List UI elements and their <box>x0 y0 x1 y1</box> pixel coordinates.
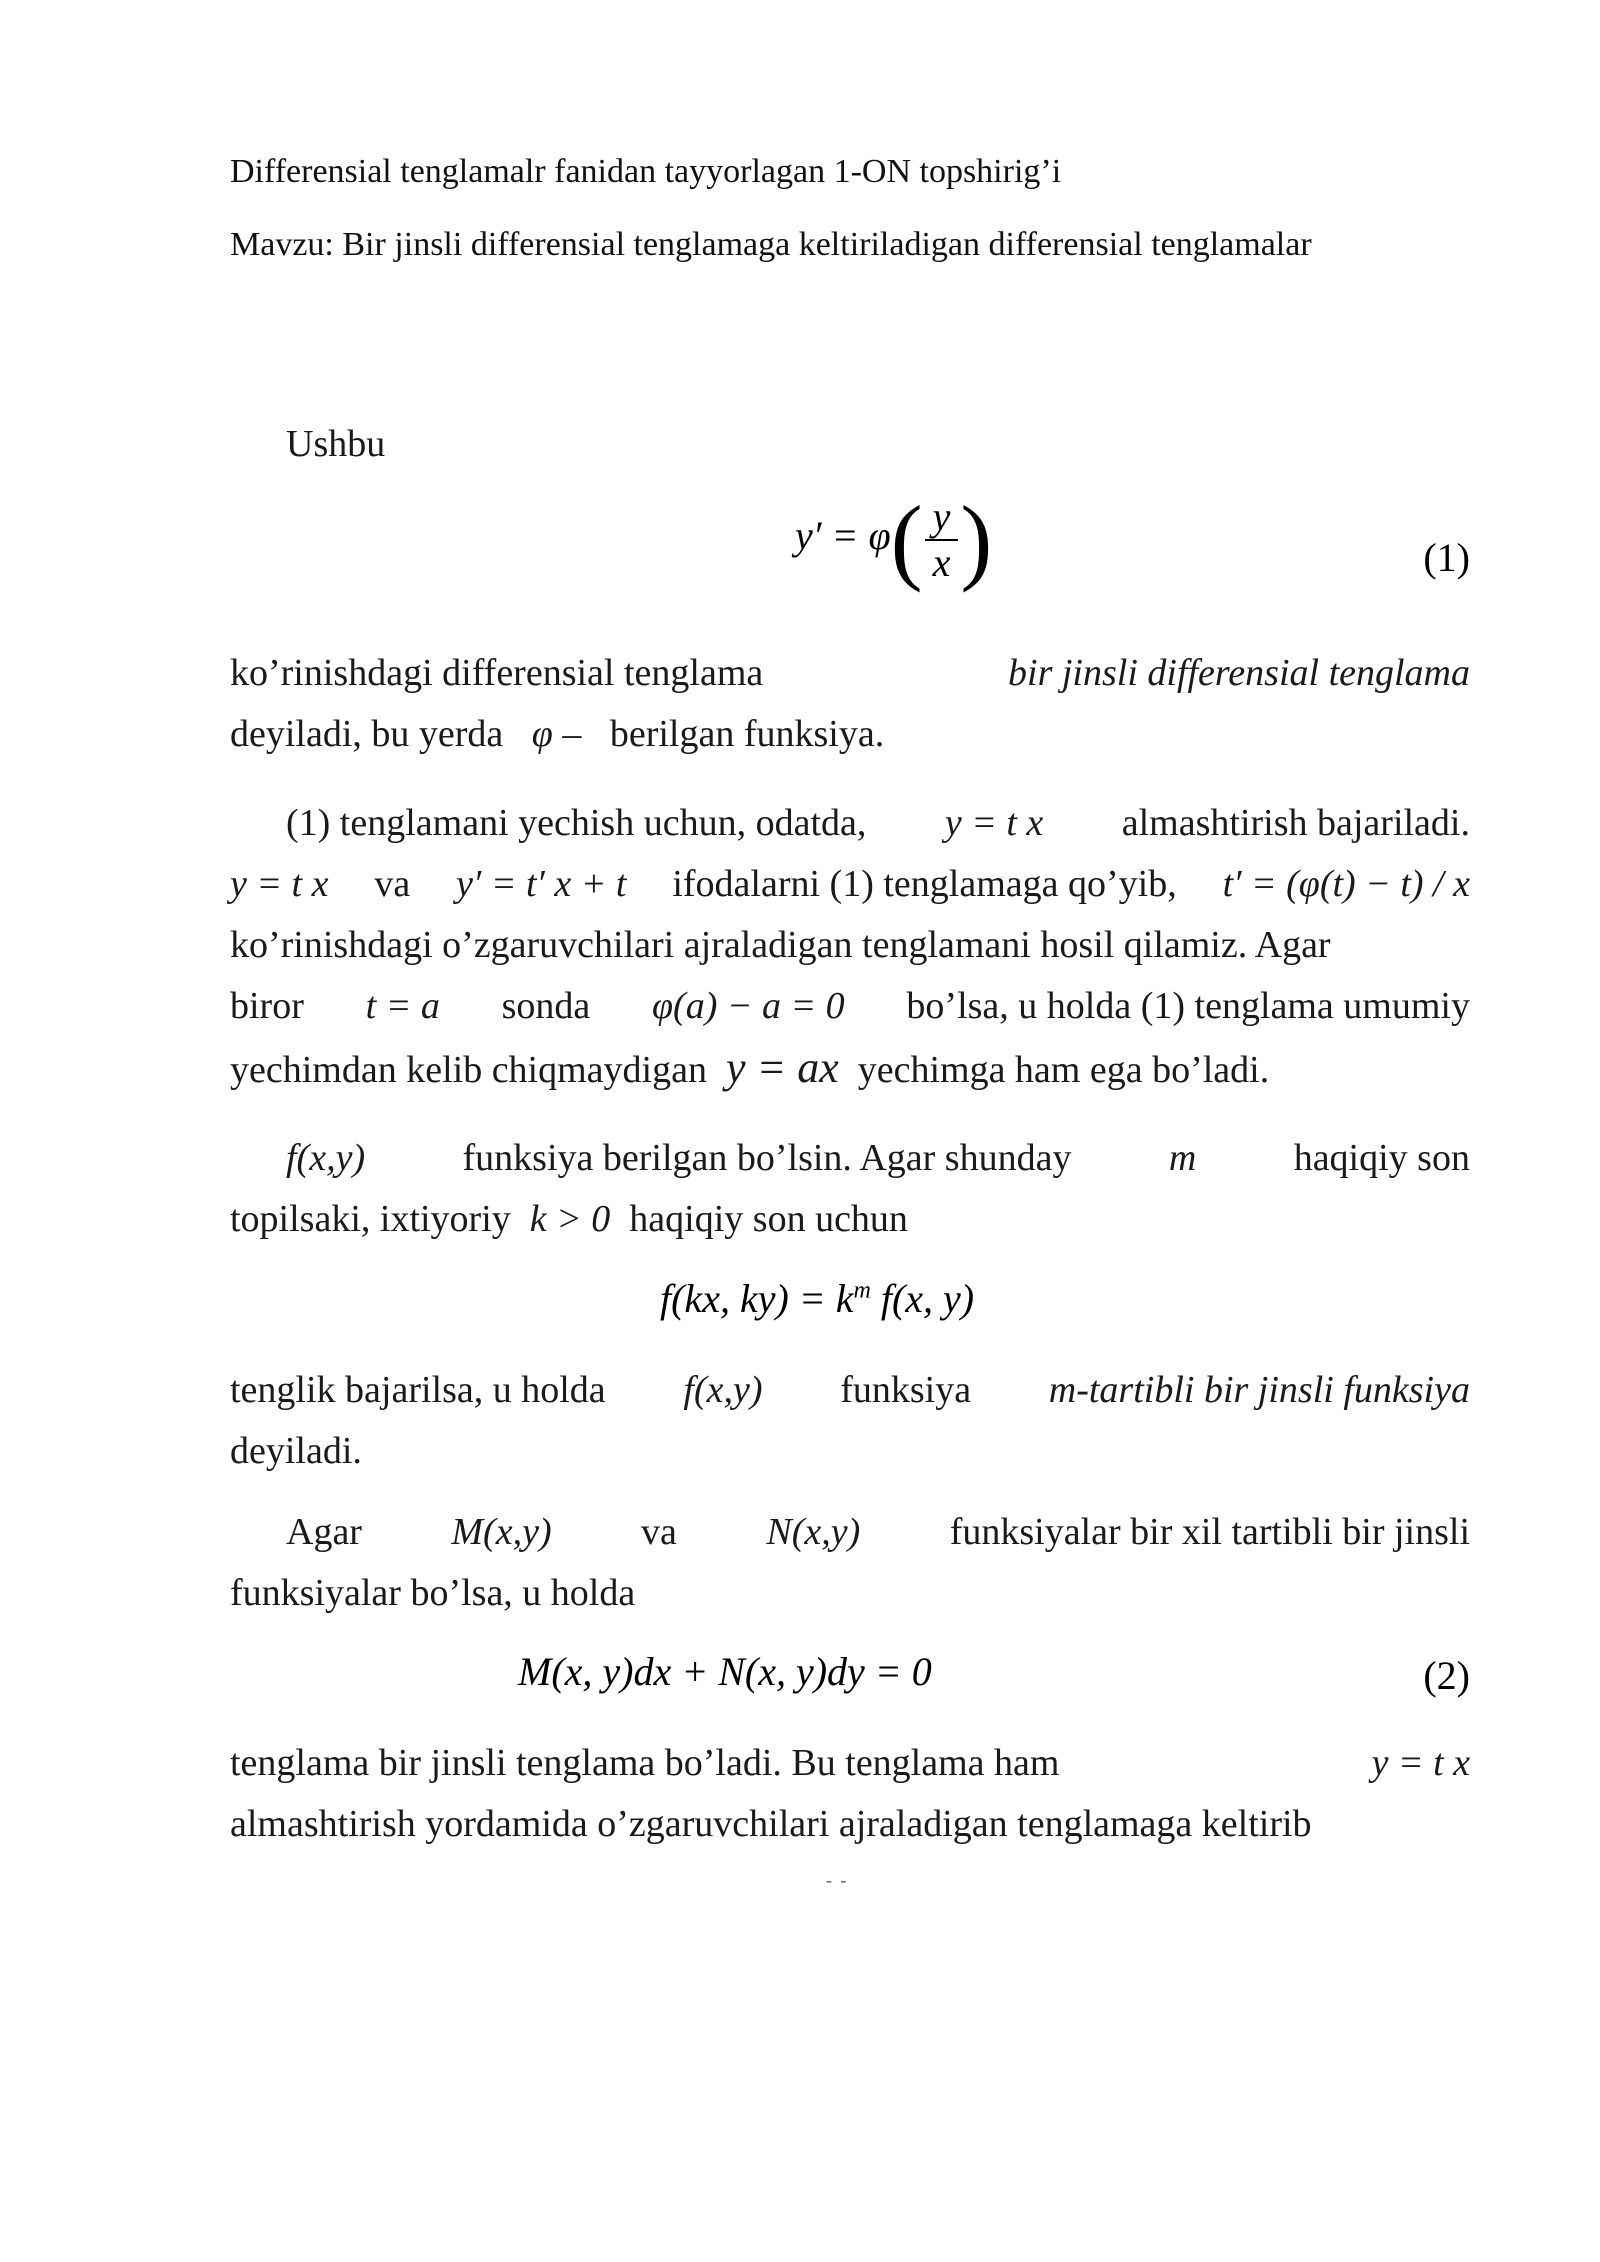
paragraph-definition <box>230 643 1470 765</box>
equation-1-lhs: y′ = φ <box>795 513 891 559</box>
equation-1-label: (1) <box>1423 535 1470 580</box>
paragraph-line <box>230 1360 1470 1421</box>
math-k-positive: k > 0 <box>529 1198 611 1240</box>
fraction-y-over-x <box>925 495 959 585</box>
paragraph-line <box>230 1037 1470 1101</box>
text-run: Agar <box>286 1511 362 1553</box>
paragraph-line <box>230 1733 1470 1794</box>
text-run: tenglik bajarilsa, u holda <box>230 1369 606 1411</box>
math-M-xy: M(x,y) <box>451 1511 552 1553</box>
text-run: funksiyalar bo’lsa, u holda <box>230 1572 636 1614</box>
text-run: berilgan funksiya. <box>609 713 885 755</box>
math-f-xy: f(x,y) <box>286 1137 366 1179</box>
paragraph-line <box>230 1189 1470 1250</box>
text-run: sonda <box>501 985 591 1027</box>
fraction-numerator: y <box>925 495 959 541</box>
math-phi-a: φ(a) − a = 0 <box>652 985 845 1027</box>
assignment-title: Differensial tenglamalr fanidan tayyorlagan 1-ON topshirig’i <box>230 153 1062 190</box>
math-N-xy: N(x,y) <box>766 1511 861 1553</box>
text-run: tenglama bir jinsli tenglama bo’ladi. Bu tenglama ham <box>230 1742 1060 1784</box>
paragraph-condition <box>230 1502 1470 1624</box>
defined-term: m-tartibli bir jinsli funksiya <box>1048 1369 1470 1411</box>
paragraph-line <box>230 643 1470 704</box>
text-run: yechimdan kelib chiqmaydigan <box>230 1049 707 1091</box>
text-run: funksiya <box>840 1369 972 1411</box>
text-run: topilsaki, ixtiyoriy <box>230 1198 511 1240</box>
math-m: m <box>1168 1137 1197 1179</box>
paragraph-line <box>230 1421 1470 1482</box>
text-run: almashtirish bajariladi. <box>1121 802 1470 844</box>
text-run: haqiqiy son uchun <box>629 1198 908 1240</box>
text-run: va <box>374 863 411 905</box>
math-y-tx: y = t x <box>944 802 1044 844</box>
topic-line: Mavzu: Bir jinsli differensial tenglamaga keltiriladigan differensial tenglamalar <box>230 226 1312 263</box>
paragraph-line <box>230 793 1470 854</box>
math-derivative: y′ = t′ x + t <box>456 863 627 905</box>
intro-word: Ushbu <box>286 423 386 465</box>
math-y-ax: y = ax <box>725 1043 839 1092</box>
text-run: ifodalarni (1) tenglamaga qo’yib, <box>672 863 1177 905</box>
equation-1 <box>795 486 993 593</box>
text-run: yechimga ham ega bo’ladi. <box>857 1049 1270 1091</box>
paragraph-degree-definition <box>230 1360 1470 1482</box>
math-t-eq-a: t = a <box>365 985 440 1027</box>
paragraph-conclusion <box>230 1733 1470 1855</box>
page-number-mark: - - <box>826 1870 849 1890</box>
equation-2: M(x, y)dx + N(x, y)dy = 0 <box>518 1649 932 1694</box>
math-separated-equation: t′ = (φ(t) − t) / x <box>1222 863 1470 905</box>
math-phi: φ – <box>531 713 582 755</box>
equation-homogeneity <box>660 1275 974 1322</box>
left-paren: ( <box>890 486 923 593</box>
text-run: ko’rinishdagi o’zgaruvchilari ajraladigan tenglamani hosil qilamiz. Agar <box>230 924 1331 966</box>
math-y-tx: y = t x <box>230 863 329 905</box>
text-run: almashtirish yordamida o’zgaruvchilari ajraladigan tenglamaga keltirib <box>230 1803 1312 1845</box>
equation-homogeneity-lhs: f(kx, ky) = k <box>660 1276 854 1321</box>
text-run: ko’rinishdagi differensial tenglama <box>230 652 764 694</box>
exponent-m: m <box>853 1277 871 1304</box>
text-run: bo’lsa, u holda (1) tenglama umumiy <box>906 985 1470 1027</box>
text-run: funksiya berilgan bo’lsin. Agar shunday <box>462 1137 1072 1179</box>
paragraph-line <box>230 915 1470 976</box>
math-f-xy: f(x,y) <box>683 1369 763 1411</box>
text-run: deyiladi, bu yerda <box>230 713 504 755</box>
fraction-denominator: x <box>932 540 951 585</box>
paragraph-line <box>230 854 1470 915</box>
intro-paragraph <box>230 414 1470 475</box>
right-paren: ) <box>960 486 993 593</box>
equation-2-label: (2) <box>1423 1653 1470 1698</box>
paragraph-line <box>230 1502 1470 1563</box>
text-run: (1) tenglamani yechish uchun, odatda, <box>286 802 867 844</box>
paragraph-substitution <box>230 793 1470 1101</box>
math-y-tx: y = t x <box>1371 1742 1470 1784</box>
text-run: biror <box>230 985 304 1027</box>
paragraph-line <box>230 976 1470 1037</box>
paragraph-line <box>230 1794 1470 1855</box>
text-run: haqiqiy son <box>1293 1137 1470 1179</box>
paragraph-line <box>230 1128 1470 1189</box>
paragraph-homogeneous-function <box>230 1128 1470 1250</box>
text-run: deyiladi. <box>230 1430 362 1472</box>
text-run: va <box>641 1511 677 1553</box>
equation-homogeneity-rhs: f(x, y) <box>870 1276 975 1321</box>
defined-term: bir jinsli differensial tenglama <box>1008 652 1470 694</box>
paragraph-line <box>230 704 1470 765</box>
paragraph-line <box>230 1563 1470 1624</box>
text-run: funksiyalar bir xil tartibli bir jinsli <box>949 1511 1470 1553</box>
